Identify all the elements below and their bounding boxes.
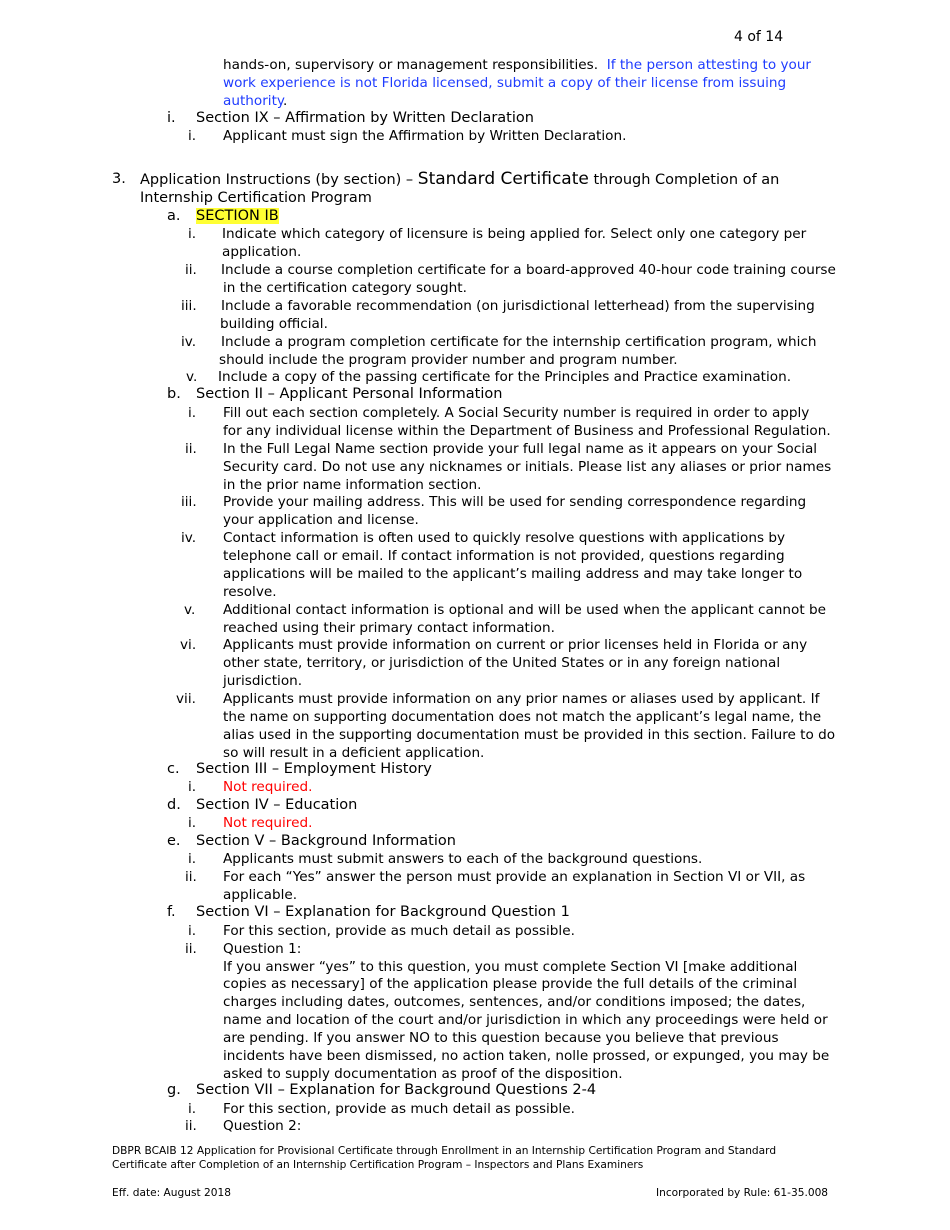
item-line: the name on supporting documentation does not match the applicant’s legal name, the [223, 709, 822, 725]
section-3-number: 3. [112, 171, 126, 187]
section-iii-heading: Section III – Employment History [196, 761, 432, 777]
item-line: Provide your mailing address. This will be used for sending correspondence regarding [223, 494, 807, 510]
item-line: In the Full Legal Name section provide your full legal name as it appears on your Social [223, 441, 818, 457]
section-ix-heading: Section IX – Affirmation by Written Declaration [196, 110, 534, 126]
item-number: v. [186, 369, 198, 385]
item-line: in the certification category sought. [223, 280, 467, 296]
item-number: iv. [181, 334, 197, 350]
item-number: i. [188, 405, 197, 421]
item-line: so will result in a deficient application. [223, 745, 485, 761]
question-1-line: incidents have been dismissed, no action taken, nolle prossed, or expunged, you may be [223, 1048, 830, 1064]
item-line: in the prior name information section. [223, 477, 482, 493]
item-line: application. [222, 244, 302, 260]
item-number: i. [188, 779, 197, 795]
footer-form-title-line-1: DBPR BCAIB 12 Application for Provisional Certificate through Enrollment in an Internship Certification Program and Standard [112, 1145, 777, 1157]
question-1-line: copies as necessary] of the application please provide the full details of the criminal [223, 976, 798, 992]
section-ib-heading [196, 207, 279, 225]
item-line: alias used in the supporting documentation must be provided in this section. Failure to do [223, 727, 836, 743]
question-1-line: If you answer “yes” to this question, you must complete Section VI [make additional [223, 959, 798, 975]
not-required-text: Not required. [223, 815, 313, 831]
question-1-line: charges including dates, outcomes, sentences, and/or conditions imposed; the dates, [223, 994, 806, 1010]
item-line: should include the program provider number and program number. [219, 352, 678, 368]
item-line: other state, territory, or jurisdiction of the United States or in any foreign national [223, 655, 781, 671]
question-1-line: name and location of the court and/or jurisdiction in which any proceedings were held or [223, 1012, 828, 1028]
item-line: reached using their primary contact information. [223, 620, 555, 636]
item-line: applicable. [223, 887, 298, 903]
item-number: i. [188, 923, 197, 939]
continuation-line-3 [223, 92, 287, 110]
question-2-title: Question 2: [223, 1118, 302, 1134]
item-line: Applicants must submit answers to each of the background questions. [223, 851, 703, 867]
item-number: i. [188, 226, 197, 242]
footer-effective-date: Eff. date: August 2018 [112, 1187, 231, 1199]
footer-rule: Incorporated by Rule: 61-35.008 [656, 1187, 829, 1199]
item-number: vii. [176, 691, 196, 707]
item-number: vi. [180, 637, 197, 653]
section-iv-letter: d. [167, 797, 181, 813]
item-line: Include a copy of the passing certificate for the Principles and Practice examination. [218, 369, 792, 385]
section-vii-heading: Section VII – Explanation for Background Questions 2-4 [196, 1082, 597, 1098]
item-line: For this section, provide as much detail as possible. [223, 1101, 575, 1117]
item-line: your application and license. [223, 512, 419, 528]
continuation-blue-end: authority [223, 93, 284, 109]
section-ix-sub-number: i. [188, 128, 197, 144]
item-number: iv. [181, 530, 197, 546]
section-iii-letter: c. [167, 761, 180, 777]
item-number: iii. [181, 298, 197, 314]
item-number: i. [188, 815, 197, 831]
item-number: ii. [185, 441, 197, 457]
continuation-line-2: work experience is not Florida licensed, submit a copy of their license from issuing [223, 75, 787, 91]
section-3-title [140, 170, 779, 189]
item-line: for any individual license within the Department of Business and Professional Regulation. [223, 423, 831, 439]
item-line: Include a favorable recommendation (on jurisdictional letterhead) from the supervising [221, 298, 815, 314]
item-line: jurisdiction. [223, 673, 303, 689]
item-number: ii. [185, 262, 197, 278]
section-ix-number: i. [167, 110, 176, 126]
item-line: Fill out each section completely. A Social Security number is required in order to apply [223, 405, 810, 421]
section-ib-highlight: SECTION IB [196, 208, 279, 224]
continuation-black-text: hands-on, supervisory or management responsibilities. [223, 57, 599, 73]
section-3-title-post: through Completion of an [593, 172, 780, 188]
item-number: i. [188, 851, 197, 867]
section-vi-letter: f. [167, 904, 176, 920]
item-line: applications will be mailed to the applicant’s mailing address and may take longer to [223, 566, 803, 582]
section-vii-letter: g. [167, 1082, 181, 1098]
section-v-heading: Section V – Background Information [196, 833, 456, 849]
item-number: ii. [185, 869, 197, 885]
section-ii-heading: Section II – Applicant Personal Information [196, 386, 503, 402]
section-v-letter: e. [167, 833, 181, 849]
item-line: Additional contact information is optional and will be used when the applicant cannot be [223, 602, 826, 618]
continuation-blue-text: If the person attesting to your [606, 57, 812, 73]
item-line: Include a program completion certificate for the internship certification program, which [221, 334, 817, 350]
section-iv-heading: Section IV – Education [196, 797, 358, 813]
item-number: ii. [185, 1118, 197, 1134]
item-line: Indicate which category of licensure is being applied for. Select only one category per [222, 226, 807, 242]
item-number: i. [188, 1101, 197, 1117]
item-line: resolve. [223, 584, 277, 600]
section-ix-sub-text: Applicant must sign the Affirmation by Written Declaration. [223, 128, 627, 144]
section-3-title-big: Standard Certificate [417, 169, 589, 189]
item-line: Applicants must provide information on current or prior licenses held in Florida or any [223, 637, 808, 653]
item-number: v. [184, 602, 196, 618]
item-line: telephone call or email. If contact information is not provided, questions regarding [223, 548, 785, 564]
continuation-line-1 [223, 56, 811, 74]
not-required-text: Not required. [223, 779, 313, 795]
section-vi-heading: Section VI – Explanation for Background Question 1 [196, 904, 570, 920]
question-1-line: are pending. If you answer NO to this question because you believe that previous [223, 1030, 779, 1046]
item-line: For this section, provide as much detail as possible. [223, 923, 575, 939]
section-ii-letter: b. [167, 386, 181, 402]
page-number: 4 of 14 [734, 29, 784, 45]
item-line: building official. [220, 316, 328, 332]
item-line: For each “Yes” answer the person must provide an explanation in Section VI or VII, as [223, 869, 806, 885]
item-line: Include a course completion certificate for a board-approved 40-hour code training course [221, 262, 836, 278]
section-3-title-line-2: Internship Certification Program [140, 190, 372, 206]
question-1-title: Question 1: [223, 941, 302, 957]
footer-form-title-line-2: Certificate after Completion of an Internship Certification Program – Inspectors and Plans Examiners [112, 1159, 644, 1171]
section-3-title-pre: Application Instructions (by section) – [140, 172, 414, 188]
section-ib-letter: a. [167, 208, 181, 224]
item-line: Contact information is often used to quickly resolve questions with applications by [223, 530, 786, 546]
item-number: iii. [181, 494, 197, 510]
item-line: Applicants must provide information on any prior names or aliases used by applicant. If [223, 691, 820, 707]
continuation-period: . [283, 93, 288, 109]
item-line: Security card. Do not use any nicknames or initials. Please list any aliases or prior names [223, 459, 832, 475]
item-number: ii. [185, 941, 197, 957]
question-1-line: asked to supply documentation as proof of the disposition. [223, 1066, 623, 1082]
